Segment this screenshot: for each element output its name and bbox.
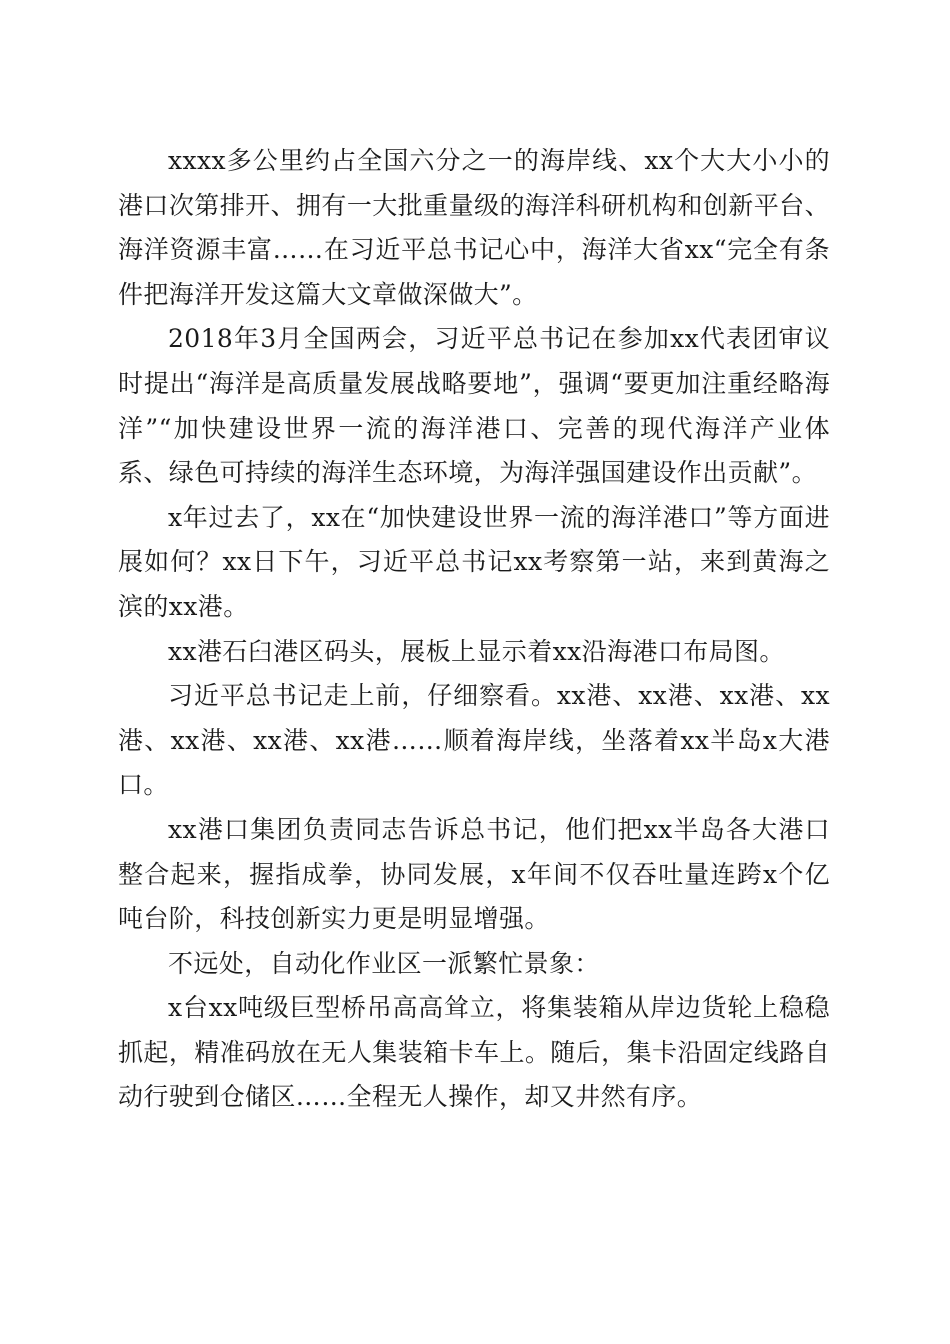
paragraph-8: x台xx吨级巨型桥吊高高耸立，将集装箱从岸边货轮上稳稳抓起，精准码放在无人集装箱卡车上。随后，集卡沿固定线路自动行驶到仓储区……全程无人操作，却又井然有序。 (118, 993, 830, 1112)
paragraph-2: 2018年3月全国两会，习近平总书记在参加xx代表团审议时提出“海洋是高质量发展战略要地”，强调“要更加注重经略海洋”“加快建设世界一流的海洋港口、完善的现代海洋产业体系、绿色可持续的海洋生态环境，为海洋强国建设作出贡献”。 (118, 324, 830, 488)
paragraph-4: xx港石臼港区码头，展板上显示着xx沿海港口布局图。 (168, 636, 785, 666)
document-body (118, 139, 830, 1120)
paragraph-6: xx港口集团负责同志告诉总书记，他们把xx半岛各大港口整合起来，握指成拳，协同发展，x年间不仅吞吐量连跨x个亿吨台阶，科技创新实力更是明显增强。 (118, 814, 830, 934)
paragraph-5: 习近平总书记走上前，仔细察看。xx港、xx港、xx港、xx港、xx港、xx港、xx港……顺着海岸线，坐落着xx半岛x大港口。 (118, 681, 830, 800)
paragraph-3: x年过去了，xx在“加快建设世界一流的海洋港口”等方面进展如何？xx日下午，习近平总书记xx考察第一站，来到黄海之滨的xx港。 (118, 502, 830, 621)
paragraph-1: xxxx多公里约占全国六分之一的海岸线、xx个大大小小的港口次第排开、拥有一大批重量级的海洋科研机构和创新平台、海洋资源丰富……在习近平总书记心中，海洋大省xx“完全有条件把海洋开发这篇大文章做深做大”。 (118, 146, 830, 309)
paragraph-7: 不远处，自动化作业区一派繁忙景象： (168, 948, 600, 978)
